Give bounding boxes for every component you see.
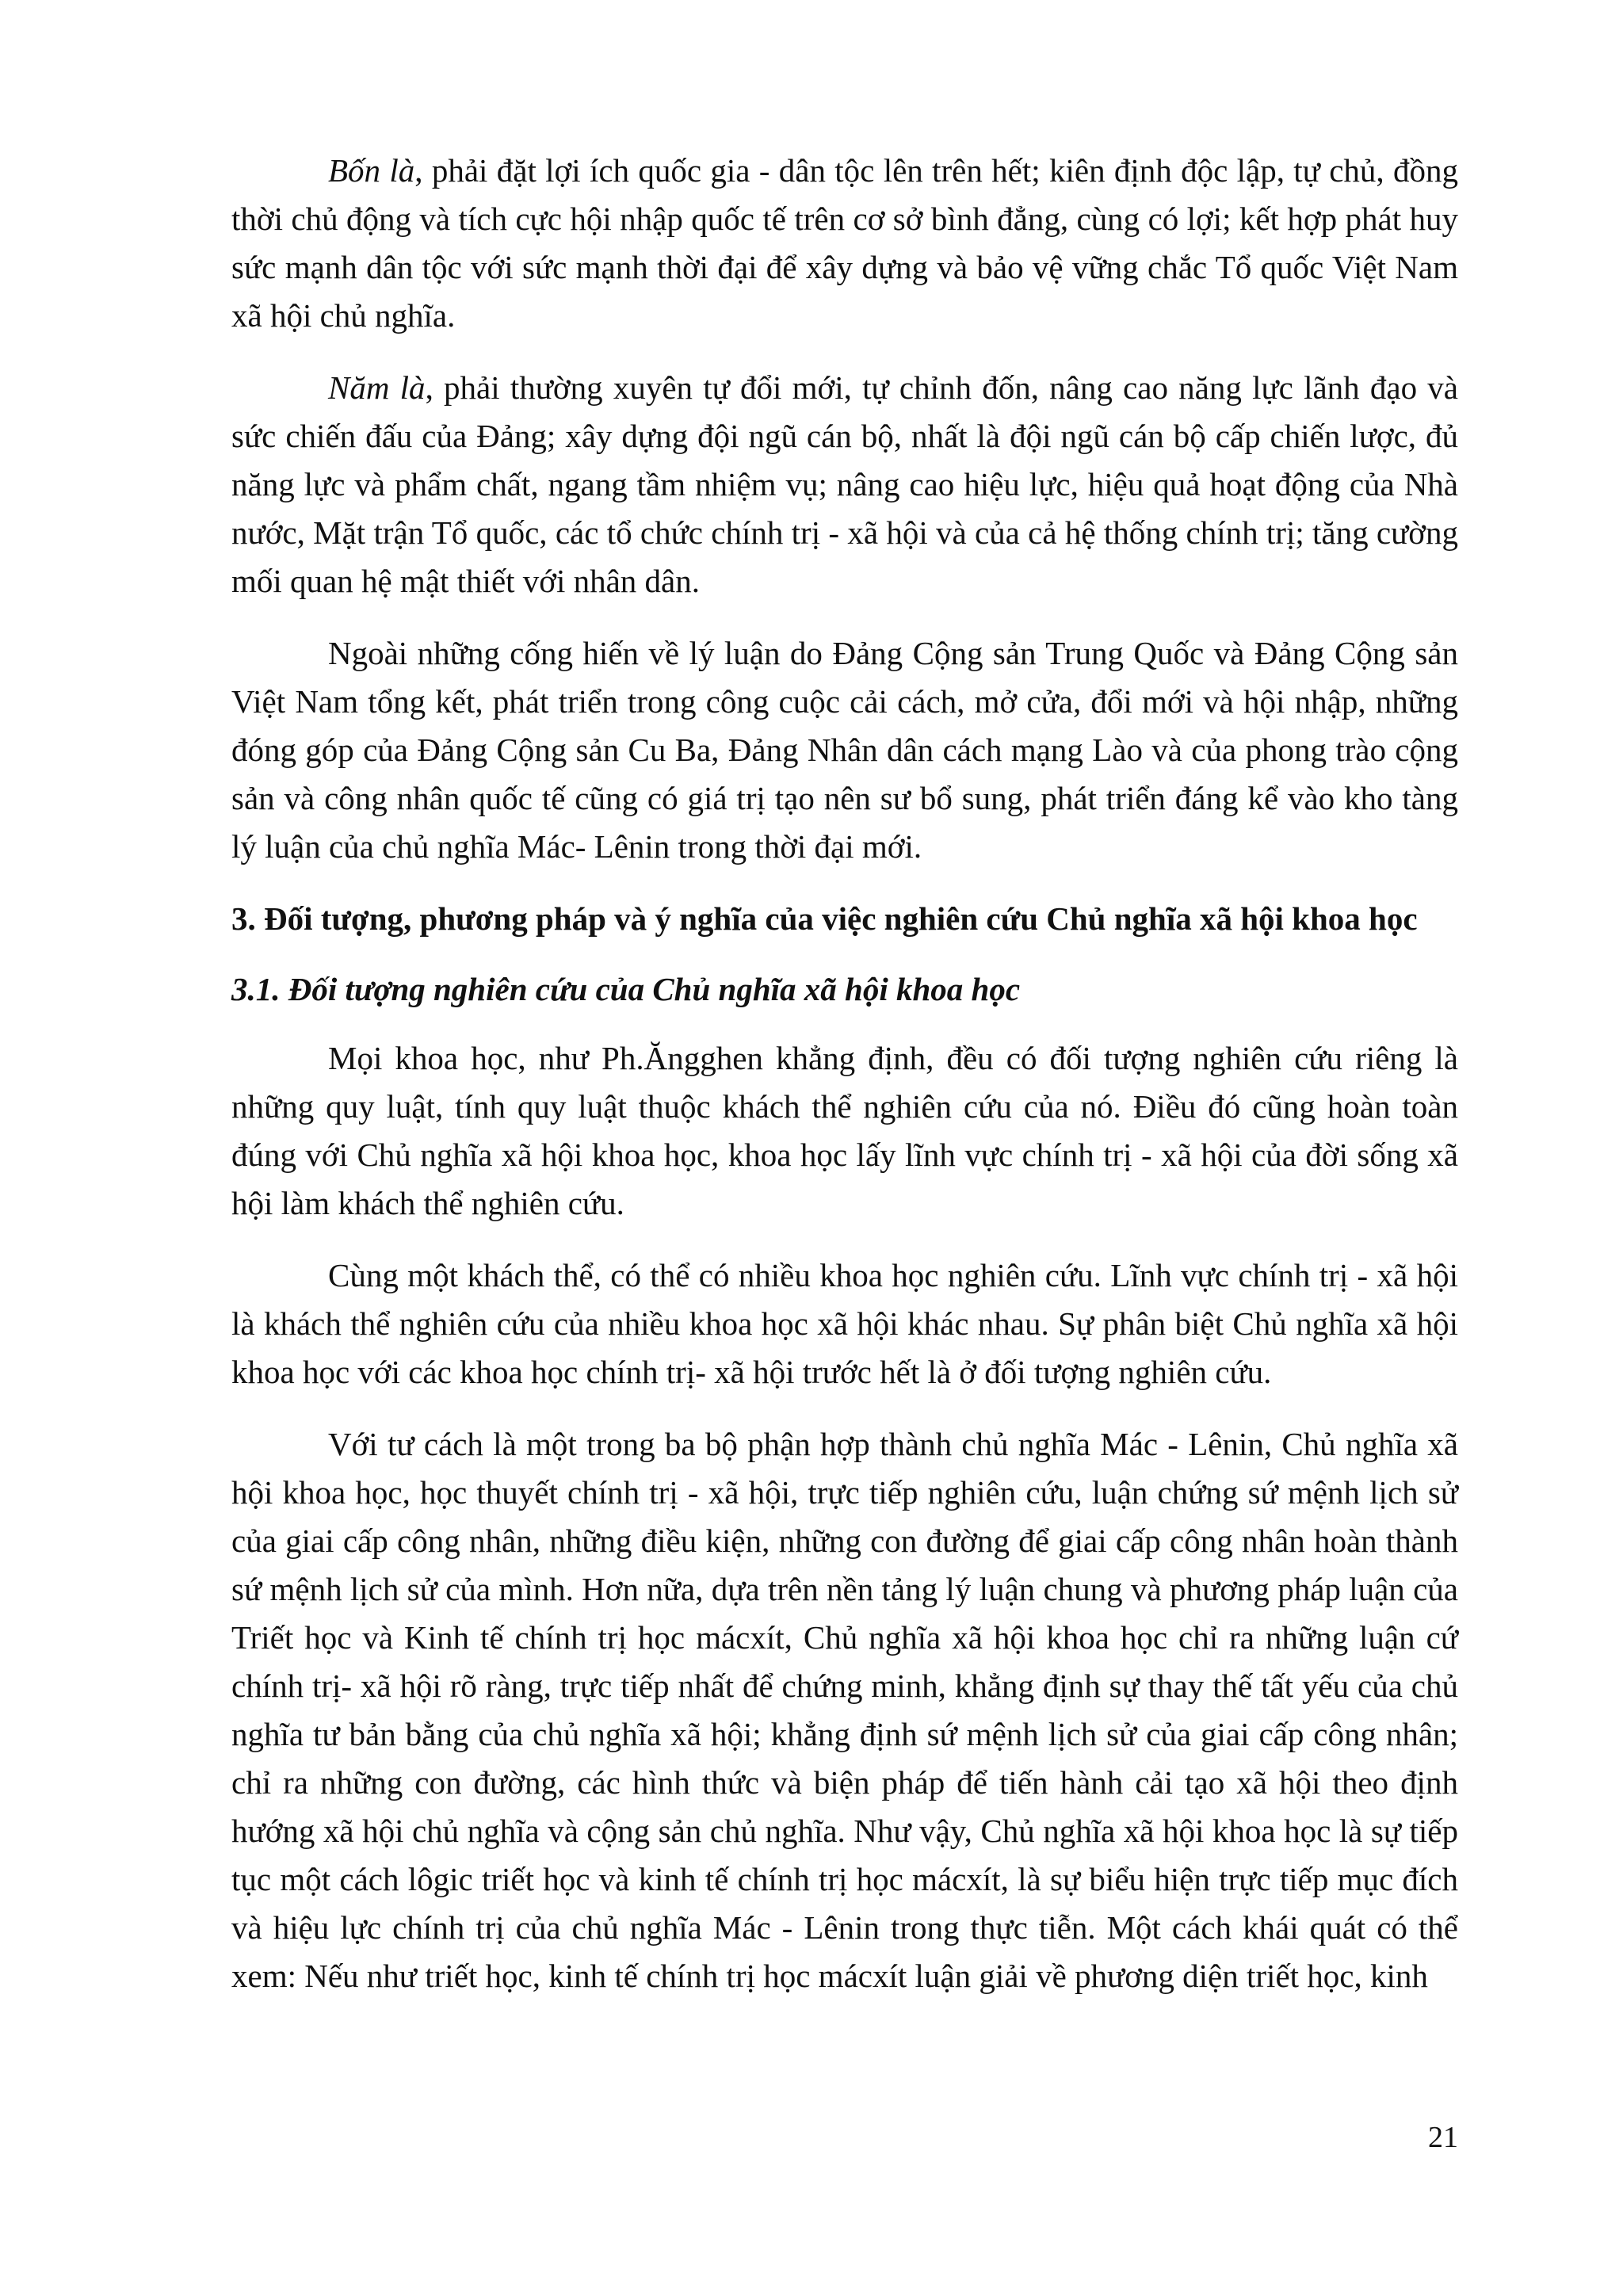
paragraph-role: Với tư cách là một trong ba bộ phận hợp thành chủ nghĩa Mác - Lênin, Chủ nghĩa xã hội khoa học, học thuyết chính trị - xã hội, trực tiếp nghiên cứu, luận chứng sứ mệnh lịch sử của giai cấp công nhân, những điều kiện, những con đường để giai cấp công nhân hoàn thành sứ mệnh lịch sử của mình. Hơn nữa, dựa trên nền tảng lý luận chung và phương pháp luận của Triết học và Kinh tế chính trị học mácxít, Chủ nghĩa xã hội khoa học chỉ ra những luận cứ chính trị- xã hội rõ ràng, trực tiếp nhất để chứng minh, khẳng định sự thay thế tất yếu của chủ nghĩa tư bản bằng của chủ nghĩa xã hội; khẳng định sứ mệnh lịch sử của giai cấp công nhân; chỉ ra những con đường, các hình thức và biện pháp để tiến hành cải tạo xã hội theo định hướng xã hội chủ nghĩa và cộng sản chủ nghĩa. Như vậy, Chủ nghĩa xã hội khoa học là sự tiếp tục một cách lôgic triết học và kinh tế chính trị học mácxít, là sự biểu hiện trực tiếp mục đích và hiệu lực chính trị của chủ nghĩa Mác - Lênin trong thực tiễn. Một cách khái quát có thể xem: Nếu như triết học, kinh tế chính trị học mácxít luận giải về phương diện triết học, kinh: [231, 1426, 1458, 1994]
section-heading: 3. Đối tượng, phương pháp và ý nghĩa của việc nghiên cứu Chủ nghĩa xã hội khoa học: [231, 900, 1418, 937]
paragraph-object-of-study: Mọi khoa học, như Ph.Ăngghen khẳng định, đều có đối tượng nghiên cứu riêng là những quy luật, tính quy luật thuộc khách thể nghiên cứu của nó. Điều đó cũng hoàn toàn đúng với Chủ nghĩa xã hội khoa học, khoa học lấy lĩnh vực chính trị - xã hội của đời sống xã hội làm khách thể nghiên cứu.: [231, 1040, 1458, 1221]
paragraph-contributions: Ngoài những cống hiến về lý luận do Đảng Cộng sản Trung Quốc và Đảng Cộng sản Việt Nam tổng kết, phát triển trong công cuộc cải cách, mở cửa, đổi mới và hội nhập, những đóng góp của Đảng Cộng sản Cu Ba, Đảng Nhân dân cách mạng Lào và của phong trào cộng sản và công nhân quốc tế cũng có giá trị tạo nên sư bổ sung, phát triển đáng kể vào kho tàng lý luận của chủ nghĩa Mác- Lênin trong thời đại mới.: [231, 635, 1458, 865]
paragraph-nam-la: [231, 364, 1458, 606]
document-page: [231, 147, 1458, 2024]
paragraph-text: , phải đặt lợi ích quốc gia - dân tộc lên trên hết; kiên định độc lập, tự chủ, đồng thời chủ động và tích cực hội nhập quốc tế trên cơ sở bình đẳng, cùng có lợi; kết hợp phát huy sức mạnh dân tộc với sức mạnh thời đại để xây dựng và bảo vệ vững chắc Tổ quốc Việt Nam xã hội chủ nghĩa.: [231, 152, 1458, 334]
paragraph-lead-bon-la: Bốn là: [328, 152, 415, 189]
subsection-heading: 3.1. Đối tượng nghiên cứu của Chủ nghĩa xã hội khoa học: [231, 971, 1021, 1007]
paragraph-text: , phải thường xuyên tự đổi mới, tự chỉnh đốn, nâng cao năng lực lãnh đạo và sức chiến đấu của Đảng; xây dựng đội ngũ cán bộ, nhất là đội ngũ cán bộ cấp chiến lược, đủ năng lực và phẩm chất, ngang tầm nhiệm vụ; nâng cao hiệu lực, hiệu quả hoạt động của Nhà nước, Mặt trận Tổ quốc, các tổ chức chính trị - xã hội và của cả hệ thống chính trị; tăng cường mối quan hệ mật thiết với nhân dân.: [231, 369, 1458, 599]
page-number: 21: [1428, 2121, 1458, 2154]
paragraph-same-object: Cùng một khách thể, có thể có nhiều khoa học nghiên cứu. Lĩnh vực chính trị - xã hội là khách thể nghiên cứu của nhiều khoa học xã hội khác nhau. Sự phân biệt Chủ nghĩa xã hội khoa học với các khoa học chính trị- xã hội trước hết là ở đối tượng nghiên cứu.: [231, 1257, 1458, 1390]
paragraph-bon-la: [231, 147, 1458, 340]
paragraph-lead-nam-la: Năm là: [328, 369, 426, 406]
